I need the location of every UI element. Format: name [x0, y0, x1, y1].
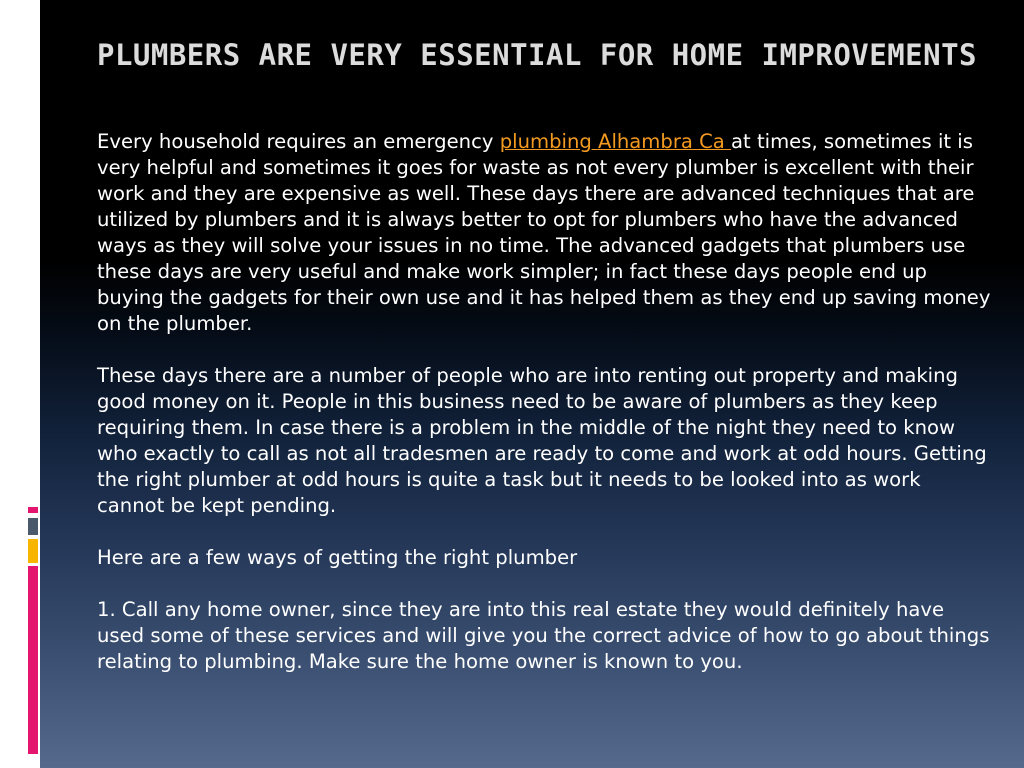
plumbing-alhambra-link[interactable]: plumbing Alhambra Ca — [499, 130, 732, 153]
accent-bar-gray — [28, 518, 38, 535]
paragraph-intro — [97, 129, 992, 337]
slide-body — [97, 129, 992, 701]
accent-bar-pink-long — [28, 566, 38, 754]
paragraph-intro-before-link: Every household requires an emergency — [97, 130, 500, 153]
paragraph-ways-heading: Here are a few ways of getting the right plumber — [97, 546, 578, 569]
accent-bar-pink-top — [28, 507, 38, 513]
accent-bar-yellow — [28, 539, 38, 563]
paragraph-intro-after-link: at times, sometimes it is very helpful and sometimes it goes for waste as not every plumber is excellent with their work and they are expensive as well. These days there are advanced techniques that are utilized by plumbers and it is always better to opt for plumbers who have the advanced ways as they will solve your issues in no time. The advanced gadgets that plumbers use these days are very useful and make work simpler; in fact these days people end up buying the gadgets for their own use and it has helped them as they end up saving money on the plumber. — [97, 130, 991, 335]
slide-title: PLUMBERS ARE VERY ESSENTIAL FOR HOME IMPROVEMENTS — [97, 38, 978, 72]
paragraph-renting: These days there are a number of people who are into renting out property and making good money on it. People in this business need to be aware of plumbers as they keep requiring them. In case there is a problem in the middle of the night they need to know who exactly to call as not all tradesmen are ready to come and work at odd hours. Getting the right plumber at odd hours is quite a task but it needs to be looked into as work cannot be kept pending. — [97, 364, 987, 517]
paragraph-tip-1: 1. Call any home owner, since they are into this real estate they would definitely have used some of these services and will give you the correct advice of how to go about things relating to plumbing. Make sure the home owner is known to you. — [97, 598, 990, 673]
